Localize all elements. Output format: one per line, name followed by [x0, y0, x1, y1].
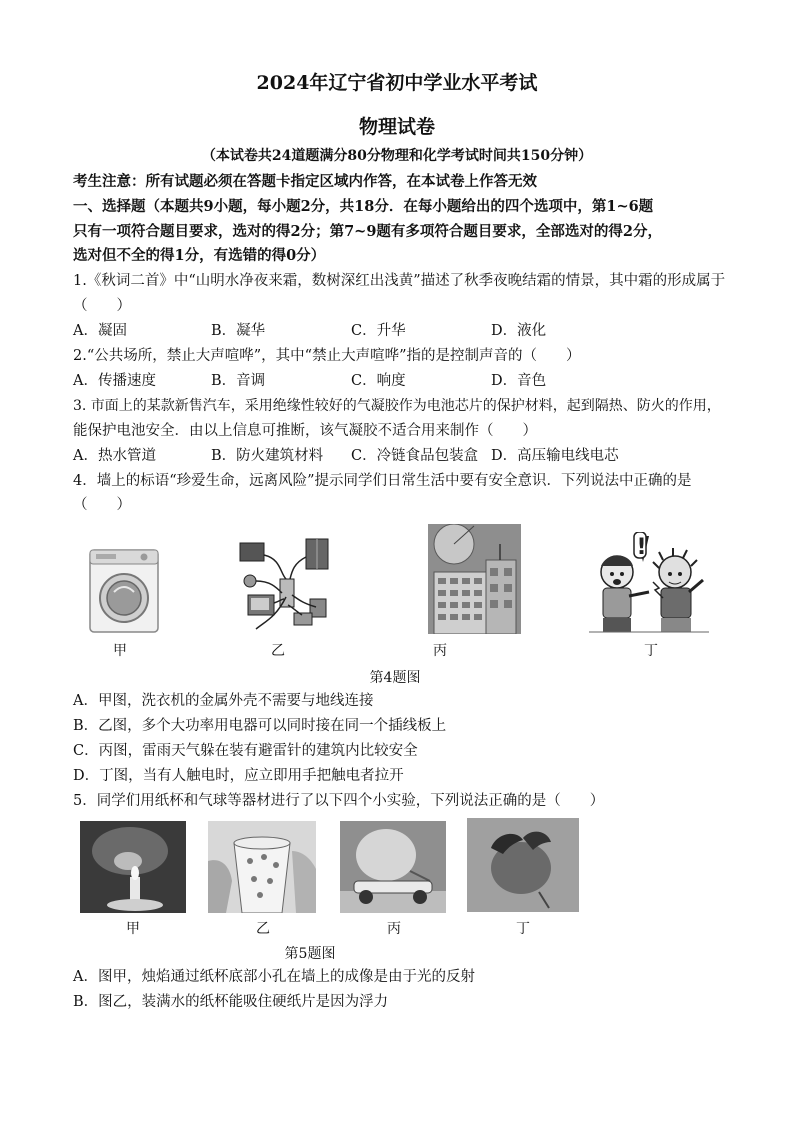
q4-option-b: B．乙图，多个大功率用电器可以同时接在同一个插线板上 — [73, 718, 447, 734]
candle-pinhole-photo — [80, 821, 186, 913]
exam-title: 2024年辽宁省初中学业水平考试 — [256, 72, 538, 94]
q4-label-jia: 甲 — [113, 643, 127, 659]
q1-stem: 1.《秋词二首》中“山明水净夜来霜，数树深红出浅黄”描述了秋季夜晚结霜的情景，其中霜的形成属于 — [73, 273, 726, 289]
q5-label-ding: 丁 — [516, 921, 530, 937]
exam-subtitle: 物理试卷 — [358, 116, 435, 138]
q3-option-a: A．热水管道 — [73, 448, 156, 464]
q4-stem-line2: （ ） — [73, 497, 131, 513]
q1-option-a: A．凝固 — [73, 323, 127, 339]
q4-stem-line1: 4．墙上的标语“珍爱生命，远离风险”提示同学们日常生活中要有安全意识．下列说法中正确的是 — [73, 473, 692, 489]
q1-bracket: （ ） — [73, 298, 131, 314]
q5-stem: 5．同学们用纸杯和气球等器材进行了以下四个小实验，下列说法正确的是（ ） — [73, 793, 605, 809]
q5-label-bing: 丙 — [387, 921, 401, 937]
q3-stem-line2: 能保护电池安全．由以上信息可推断，该气凝胶不适合用来制作（ ） — [73, 423, 537, 439]
q4-figure-caption: 第4题图 — [369, 670, 421, 686]
q2-option-d: D．音色 — [491, 373, 547, 389]
overloaded-socket-image — [236, 537, 336, 635]
q3-option-b: B．防火建筑材料 — [211, 448, 324, 464]
electric-shock-cartoon-image — [589, 532, 709, 634]
q5-option-a: A．图甲，烛焰通过纸杯底部小孔在墙上的成像是由于光的反射 — [73, 969, 475, 985]
lightning-building-image — [428, 524, 521, 634]
washing-machine-image — [88, 548, 160, 634]
q5-option-b: B．图乙，装满水的纸杯能吸住硬纸片是因为浮力 — [73, 994, 389, 1010]
section1-line2: 只有一项符合题目要求，选对的得2分；第7~9题有多项符合题目要求，全部选对的得2分， — [73, 223, 663, 240]
q2-option-a: A．传播速度 — [73, 373, 156, 389]
q2-option-c: C．响度 — [351, 373, 406, 389]
q4-label-ding: 丁 — [644, 643, 658, 659]
q4-option-a: A．甲图，洗衣机的金属外壳不需要与地线连接 — [73, 693, 374, 709]
balloon-car-photo — [340, 821, 446, 913]
q2-option-b: B．音调 — [211, 373, 266, 389]
section1-line3: 选对但不全的得1分，有选错的得0分） — [73, 247, 326, 264]
q4-option-d: D．丁图，当有人触电时，应立即用手把触电者拉开 — [73, 768, 404, 784]
q2-stem: 2.“公共场所，禁止大声喧哗”，其中“禁止大声喧哗”指的是控制声音的（ ） — [73, 348, 581, 364]
q1-option-d: D．液化 — [491, 323, 547, 339]
q1-option-c: C．升华 — [351, 323, 406, 339]
q3-stem-line1: 3. 市面上的某款新售汽车，采用绝缘性较好的气凝胶作为电池芯片的保护材料，起到隔热、防火的作用， — [73, 398, 721, 414]
q5-figure-caption: 第5题图 — [284, 946, 336, 962]
q1-option-b: B．凝华 — [211, 323, 266, 339]
notice: 考生注意：所有试题必须在答题卡指定区域内作答，在本试卷上作答无效 — [73, 173, 537, 190]
q5-label-jia: 甲 — [126, 921, 140, 937]
q3-option-d: D．高压输电线电芯 — [491, 448, 619, 464]
q4-label-yi: 乙 — [271, 643, 285, 659]
section1-line1: 一、选择题（本题共9小题，每小题2分，共18分．在每小题给出的四个选项中，第1~6题 — [73, 198, 654, 215]
exam-info: （本试卷共24道题满分80分物理和化学考试时间共150分钟） — [201, 148, 593, 164]
q5-label-yi: 乙 — [256, 921, 270, 937]
svg-text:!: ! — [636, 535, 647, 560]
hand-balloon-photo — [467, 818, 579, 912]
q3-option-c: C．冷链食品包装盒 — [351, 448, 479, 464]
q4-option-c: C．丙图，雷雨天气躲在装有避雷针的建筑内比较安全 — [73, 743, 418, 759]
q4-label-bing: 丙 — [433, 643, 447, 659]
paper-cup-photo — [208, 821, 316, 913]
